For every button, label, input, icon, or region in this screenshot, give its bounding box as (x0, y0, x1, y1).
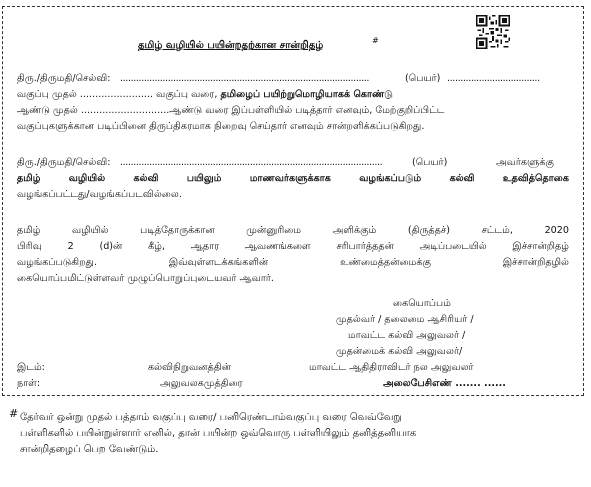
s1-medium-text: தமிழைப் பயிற்றுமொழியாகக் கொண்டு (220, 89, 393, 100)
s3-line-3: வழங்கப்படுகிறது. இவ்வுள்ளடக்கங்களின் உண்மைத்தன்மைக்கு இச்சான்றிதழில் (17, 257, 569, 268)
s2-name-label: (பெயர்) (412, 157, 448, 168)
s2-status: வழங்கப்பட்டது/வழங்கப்படவில்லை. (17, 189, 182, 200)
s1-class-range (17, 89, 393, 101)
signature-label: கையொப்பம் (393, 298, 451, 309)
footnote-line-2: பள்ளிகளில் பயின்றுள்ளார் எனில், தான் பயின்ற ஒவ்வொரு பள்ளியிலும் தனித்தனியாக (20, 428, 417, 439)
s1-name-dots-end: ................................... (447, 73, 540, 84)
title-footnote-mark: # (372, 36, 379, 45)
date-label: நாள்: (17, 378, 41, 389)
phone-number-field: அலைபேசிஎண் ....... ...... (383, 378, 506, 389)
footnote-mark: # (9, 407, 19, 420)
s3-line-1: தமிழ் வழியில் படித்தோருக்கான முன்னுரிமை அளிக்கும் (திருத்தச்) சட்டம், 2020 (17, 225, 569, 236)
signature-role-1: முதல்வர் / தலைமை ஆசிரியர் / (336, 314, 474, 325)
institution-seal-label: கல்விநிறுவனத்தின் (148, 362, 231, 373)
office-seal-label: அலுவலகமுத்திரை (160, 378, 243, 389)
s1-class-text: வகுப்பு முதல் ........................ வகுப்பு வரை, (17, 89, 218, 100)
qr-code (476, 15, 510, 49)
s3-line-4: கையொப்பமிட்டுள்ளவர் முழுப்பொறுப்புடையவர் ஆவார். (17, 273, 274, 284)
s1-name-prefix: திரு./திருமதி/செல்வி: (17, 73, 111, 84)
s2-suffix: அவர்களுக்கு (496, 157, 554, 168)
certificate-border (2, 6, 584, 396)
s1-completion: வகுப்புகளுக்கான படிப்பினை திருப்திகரமாக நிறைவு செய்தார் எனவும் சான்றளிக்கப்படுகிறது. (17, 121, 425, 132)
place-label: இடம்: (17, 362, 45, 373)
s1-year-range: ஆண்டு முதல் .............................ஆண்டு வரை இப்பள்ளியில் படித்தார் எனவும், மேற்குறிப்பிட்ட (17, 105, 445, 116)
signature-role-3: முதன்மைக் கல்வி அலுவலர்/ (336, 346, 463, 357)
s2-name-dots: ................................................................................................... (120, 157, 383, 168)
certificate-title: தமிழ் வழியில் பயின்றதற்கான சான்றிதழ் (138, 40, 324, 51)
s3-line-2: பிரிவு 2 (d)ன் கீழ், ஆதார ஆவணங்களை சரிபார்த்ததன் அடிப்படையில் இச்சான்றிதழ் (17, 241, 569, 252)
footnote-line-1: தேர்வர் ஒன்று முதல் பத்தாம் வகுப்பு வரை/ பனிரெண்டாம்வகுப்பு வரை வெவ்வேறு (20, 412, 402, 423)
signature-role-4: மாவட்ட ஆதிதிராவிடர் நல அலுவலர் (309, 362, 474, 373)
s1-name-dots: .............................................................................................. (120, 73, 370, 84)
s2-name-prefix: திரு./திருமதி/செல்வி: (17, 157, 111, 168)
s2-scholarship-line: தமிழ் வழியில் கல்வி பயிலும் மாணவர்களுக்காக வழங்கப்படும் கல்வி உதவித்தொகை (17, 173, 569, 184)
signature-role-2: மாவட்ட கல்வி அலுவலர் / (348, 330, 466, 341)
footnote-line-3: சான்றிதழைப் பெற வேண்டும். (20, 444, 159, 455)
s1-name-label: (பெயர்) (405, 73, 441, 84)
